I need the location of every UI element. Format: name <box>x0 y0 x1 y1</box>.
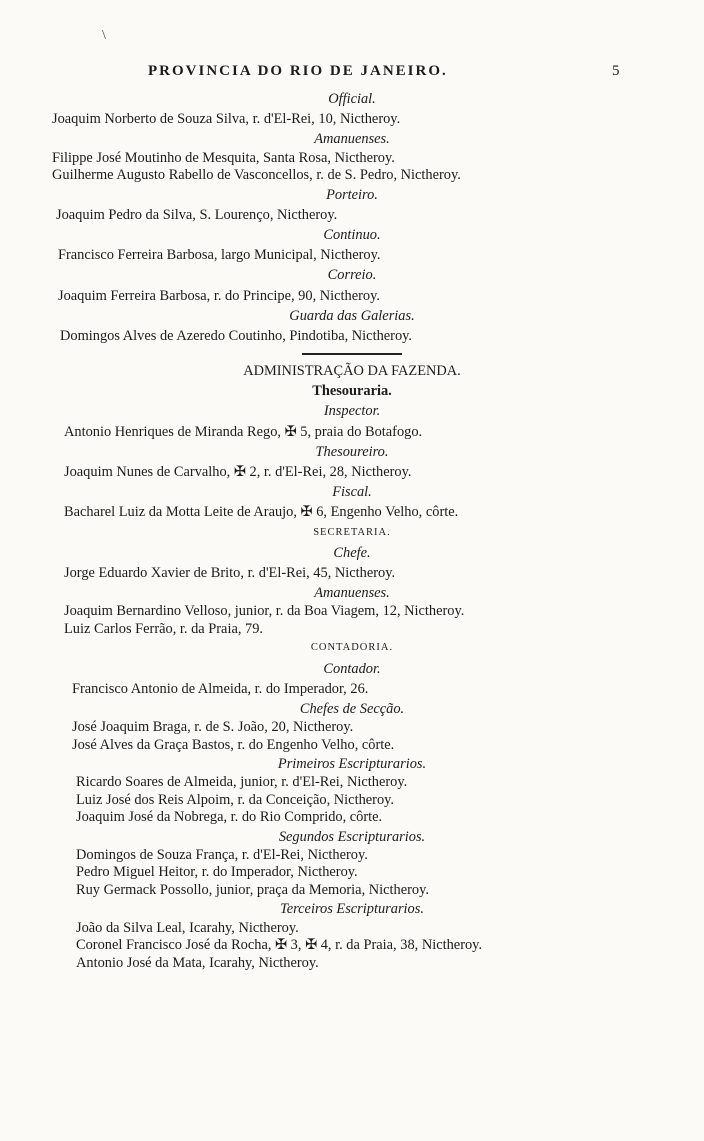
section-label-correio: Correio. <box>327 267 377 284</box>
section-label-terceiros: Terceiros Escripturarios. <box>280 901 424 918</box>
entry-contador-1: Francisco Antonio de Almeida, r. do Imperador, 26. <box>72 680 369 697</box>
heading-administracao: ADMINISTRAÇÃO DA FAZENDA. <box>243 363 461 380</box>
entry-segundos-3: Ruy Germack Possollo, junior, praça da Memoria, Nictheroy. <box>76 881 429 898</box>
entry-chefes-2: José Alves da Graça Bastos, r. do Engenho Velho, côrte. <box>72 736 395 753</box>
entry-amanuenses-2: Guilherme Augusto Rabello de Vasconcellos, r. de S. Pedro, Nictheroy. <box>52 167 461 184</box>
entry-segundos-2: Pedro Miguel Heitor, r. do Imperador, Nictheroy. <box>76 864 358 881</box>
section-label-guarda: Guarda das Galerias. <box>289 307 415 324</box>
entry-terceiros-3: Antonio José da Mata, Icarahy, Nictheroy. <box>76 954 319 971</box>
entry-correio-1: Joaquim Ferreira Barbosa, r. do Principe, 90, Nictheroy. <box>58 287 380 304</box>
entry-terceiros-2: Coronel Francisco José da Rocha, ✠ 3, ✠ 4, r. da Praia, 38, Nictheroy. <box>76 937 483 954</box>
entry-porteiro-1: Joaquim Pedro da Silva, S. Lourenço, Nictheroy. <box>56 206 338 223</box>
entry-amanuenses-secretaria-2: Luiz Carlos Ferrão, r. da Praia, 79. <box>64 620 264 637</box>
section-label-porteiro: Porteiro. <box>326 186 378 203</box>
heading-secretaria: SECRETARIA. <box>313 526 391 538</box>
entry-segundos-1: Domingos de Souza França, r. d'El-Rei, Nictheroy. <box>76 846 368 863</box>
section-label-chefe: Chefe. <box>333 544 371 561</box>
section-label-amanuenses: Amanuenses. <box>314 131 390 148</box>
margin-mark: \ <box>102 28 106 43</box>
entry-amanuenses-secretaria-1: Joaquim Bernardino Velloso, junior, r. da Boa Viagem, 12, Nictheroy. <box>64 603 465 620</box>
entry-fiscal-1: Bacharel Luiz da Motta Leite de Araujo, ✠ 6, Engenho Velho, côrte. <box>64 504 459 521</box>
entry-thesoureiro-1: Joaquim Nunes de Carvalho, ✠ 2, r. d'El-Rei, 28, Nictheroy. <box>64 464 412 480</box>
section-label-continuo: Continuo. <box>323 226 381 243</box>
page-number: 5 <box>612 63 620 79</box>
entry-chefes-1: José Joaquim Braga, r. de S. João, 20, Nictheroy. <box>72 719 354 736</box>
section-label-contador: Contador. <box>323 660 381 677</box>
entry-guarda-1: Domingos Alves de Azeredo Coutinho, Pindotiba, Nictheroy. <box>60 327 412 344</box>
page-body <box>0 89 704 972</box>
entry-primeiros-2: Luiz José dos Reis Alpoim, r. da Conceição, Nictheroy. <box>76 791 394 808</box>
section-divider <box>302 353 402 355</box>
heading-contadoria: CONTADORIA. <box>310 642 394 654</box>
section-label-fiscal: Fiscal. <box>332 484 372 501</box>
entry-amanuenses-1: Filippe José Moutinho de Mesquita, Santa Rosa, Nictheroy. <box>52 149 395 166</box>
section-label-amanuenses-secretaria: Amanuenses. <box>314 585 390 602</box>
entry-terceiros-1: João da Silva Leal, Icarahy, Nictheroy. <box>76 919 299 936</box>
entry-inspector-1: Antonio Henriques de Miranda Rego, ✠ 5, praia do Botafogo. <box>64 423 423 440</box>
entry-official-1: Joaquim Norberto de Souza Silva, r. d'El-Rei, 10, Nictheroy. <box>52 111 401 128</box>
section-label-official: Official. <box>328 91 376 107</box>
section-label-segundos: Segundos Escripturarios. <box>278 828 426 845</box>
entry-chefe-1: Jorge Eduardo Xavier de Brito, r. d'El-Rei, 45, Nictheroy. <box>64 564 396 581</box>
page-header <box>0 63 704 85</box>
heading-thesouraria: Thesouraria. <box>312 383 392 400</box>
entry-primeiros-3: Joaquim José da Nobrega, r. do Rio Comprido, côrte. <box>76 809 383 826</box>
entry-primeiros-1: Ricardo Soares de Almeida, junior, r. d'El-Rei, Nictheroy. <box>76 774 408 791</box>
section-label-thesoureiro: Thesoureiro. <box>315 443 389 460</box>
section-label-inspector: Inspector. <box>323 403 381 420</box>
section-label-chefes: Chefes de Secção. <box>299 700 405 717</box>
section-label-primeiros: Primeiros Escripturarios. <box>277 756 427 773</box>
page-title: PROVINCIA DO RIO DE JANEIRO. <box>148 63 448 79</box>
entry-continuo-1: Francisco Ferreira Barbosa, largo Municipal, Nictheroy. <box>58 247 381 264</box>
